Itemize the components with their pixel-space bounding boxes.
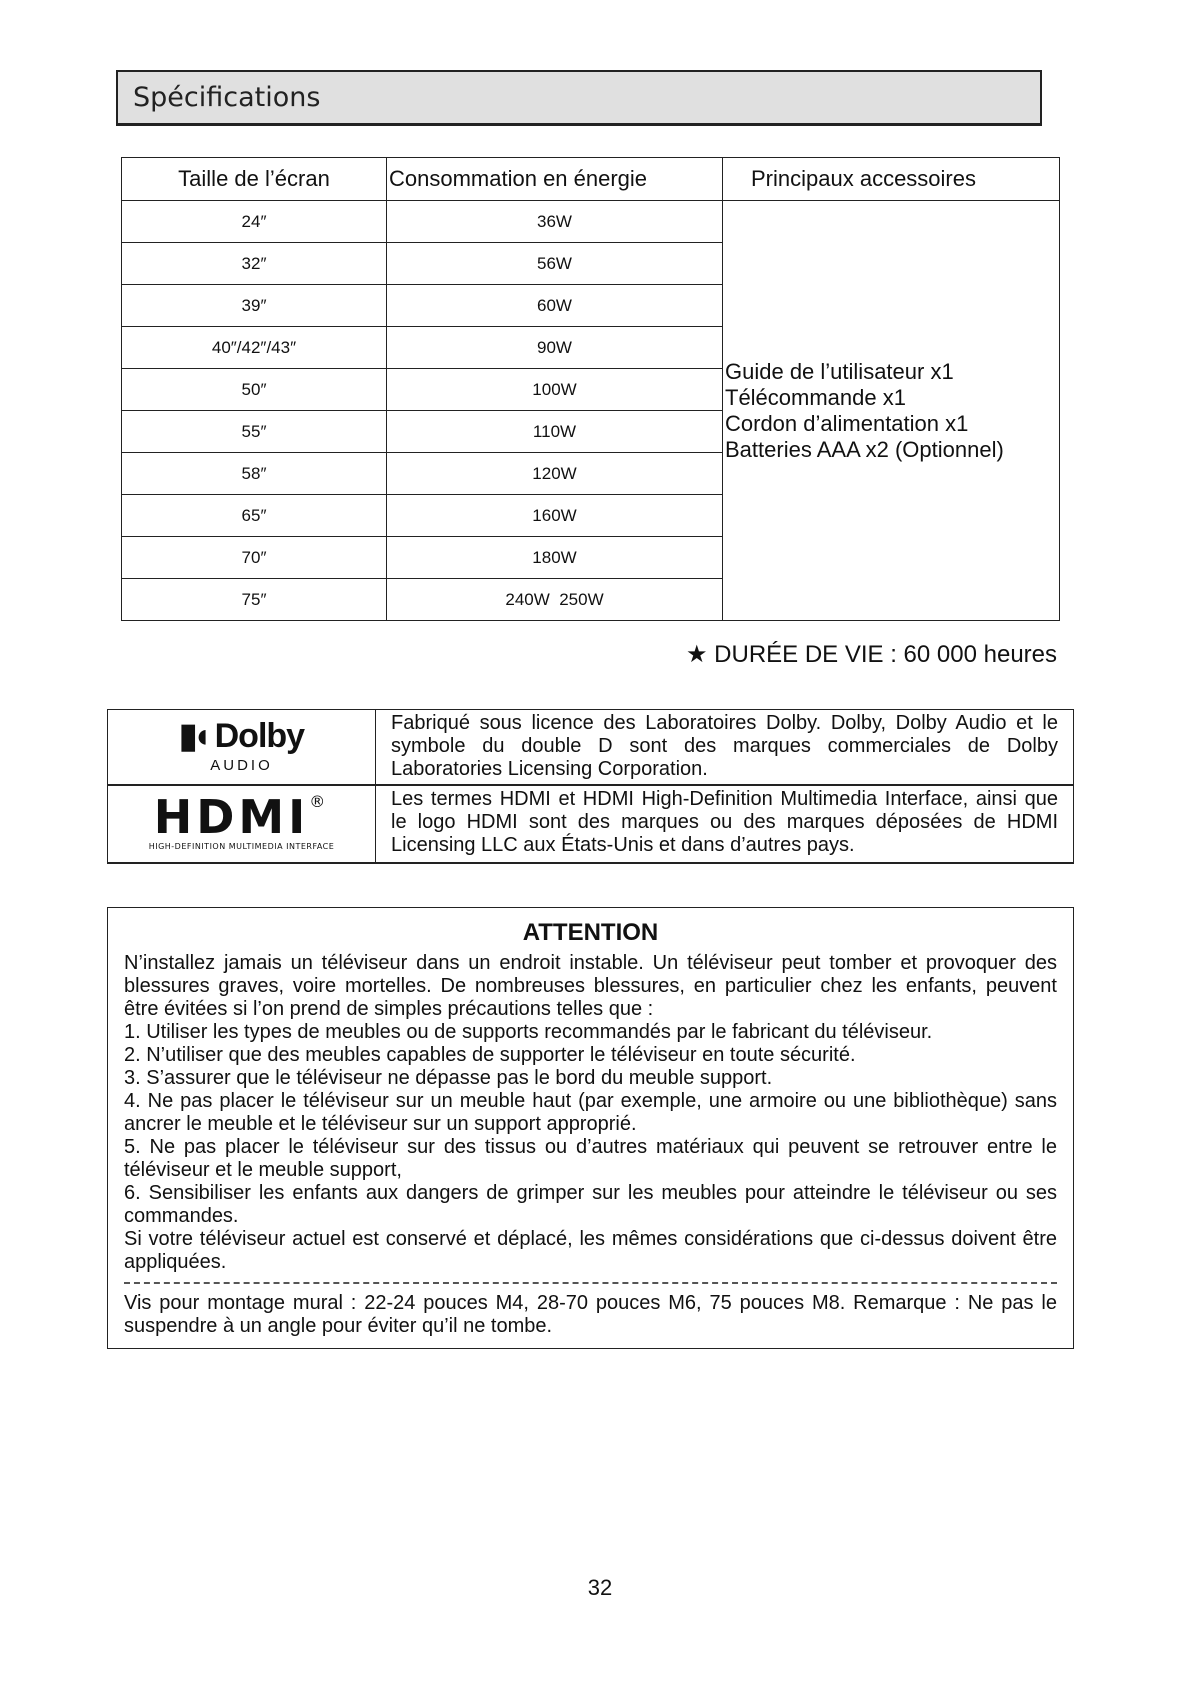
power-consumption: 56W	[387, 243, 723, 285]
table-header-row	[122, 158, 1060, 201]
col-header-power: Consommation en énergie	[387, 158, 723, 201]
screen-size: 32″	[122, 243, 387, 285]
power-consumption: 100W	[387, 369, 723, 411]
power-consumption: 90W	[387, 327, 723, 369]
screen-size: 75″	[122, 579, 387, 621]
screen-size: 39″	[122, 285, 387, 327]
attention-line: 6. Sensibiliser les enfants aux dangers de grimper sur les meubles pour atteindre le téléviseur ou ses commandes.	[124, 1182, 1057, 1227]
mounting-note: Vis pour montage mural : 22-24 pouces M4, 28-70 pouces M6, 75 pouces M8. Remarque : Ne pas le suspendre à un angle pour éviter qu’il ne tombe.	[124, 1292, 1057, 1337]
col-header-size: Taille de l’écran	[122, 158, 387, 201]
screen-size: 50″	[122, 369, 387, 411]
accessory-item: Batteries AAA x2 (Optionnel)	[725, 436, 1004, 462]
attention-line: N’installez jamais un téléviseur dans un endroit instable. Un téléviseur peut tomber et provoquer des blessures graves, voire mortelles. De nombreuses blessures, en particulier chez les enfants, peuvent être évitées si l’on prend de simples précautions telles que :	[124, 952, 1057, 1020]
license-box	[107, 709, 1074, 864]
table-row	[122, 201, 1060, 243]
dolby-audio-label: AUDIO	[210, 757, 273, 774]
accessory-item: Télécommande x1	[725, 384, 906, 410]
attention-line: Si votre téléviseur actuel est conservé et déplacé, les mêmes considérations que ci-dessus doivent être appliquées.	[124, 1228, 1057, 1273]
dashed-divider	[124, 1282, 1057, 1284]
power-consumption: 160W	[387, 495, 723, 537]
accessories-list	[723, 201, 1060, 621]
dolby-license-text: Fabriqué sous licence des Laboratoires Dolby. Dolby, Dolby Audio et le symbole du double D sont des marques commerciales de Dolby Laboratories Licensing Corporation.	[391, 712, 1058, 780]
screen-size: 55″	[122, 411, 387, 453]
spec-table	[121, 157, 1060, 621]
screen-size: 24″	[122, 201, 387, 243]
section-title: Spécifications	[133, 82, 321, 113]
screen-size: 65″	[122, 495, 387, 537]
screen-size: 58″	[122, 453, 387, 495]
accessory-item: Cordon d’alimentation x1	[725, 410, 969, 436]
attention-line: 4. Ne pas placer le téléviseur sur un meuble haut (par exemple, une armoire ou une bibliothèque) sans ancrer le meuble et le téléviseur sur un support approprié.	[124, 1090, 1057, 1135]
power-consumption: 240W 250W	[387, 579, 723, 621]
attention-box	[107, 907, 1074, 1349]
hdmi-logo: HDMI® HIGH-DEFINITION MULTIMEDIA INTERFACE	[108, 786, 376, 862]
attention-title: ATTENTION	[522, 919, 659, 946]
screen-size: 70″	[122, 537, 387, 579]
accessory-item: Guide de l’utilisateur x1	[725, 358, 954, 384]
section-header	[116, 70, 1042, 126]
power-consumption: 120W	[387, 453, 723, 495]
power-consumption: 36W	[387, 201, 723, 243]
attention-line: 2. N’utiliser que des meubles capables de supporter le téléviseur en toute sécurité.	[124, 1044, 856, 1066]
dolby-wordmark: ▮◖ Dolby	[178, 717, 305, 755]
lifetime-note: ★ DURÉE DE VIE : 60 000 heures	[685, 641, 1057, 668]
power-consumption: 180W	[387, 537, 723, 579]
col-header-accessories: Principaux accessoires	[723, 158, 1060, 201]
attention-line: 5. Ne pas placer le téléviseur sur des tissus ou d’autres matériaux qui peuvent se retrouver entre le téléviseur et le meuble support,	[124, 1136, 1057, 1181]
dolby-logo	[108, 710, 376, 784]
hdmi-subtitle: HIGH-DEFINITION MULTIMEDIA INTERFACE	[148, 842, 335, 851]
screen-size: 40″/42″/43″	[122, 327, 387, 369]
page-number: 32	[587, 1575, 613, 1600]
hdmi-license-text: Les termes HDMI et HDMI High-Definition Multimedia Interface, ainsi que le logo HDMI sont des marques ou des marques déposées de HDMI Licensing LLC aux États-Unis et dans d’autres pays.	[391, 788, 1058, 856]
attention-line: 3. S’assurer que le téléviseur ne dépasse pas le bord du meuble support.	[124, 1067, 773, 1089]
attention-line: 1. Utiliser les types de meubles ou de supports recommandés par le fabricant du téléviseur.	[124, 1021, 933, 1043]
power-consumption: 60W	[387, 285, 723, 327]
power-consumption: 110W	[387, 411, 723, 453]
